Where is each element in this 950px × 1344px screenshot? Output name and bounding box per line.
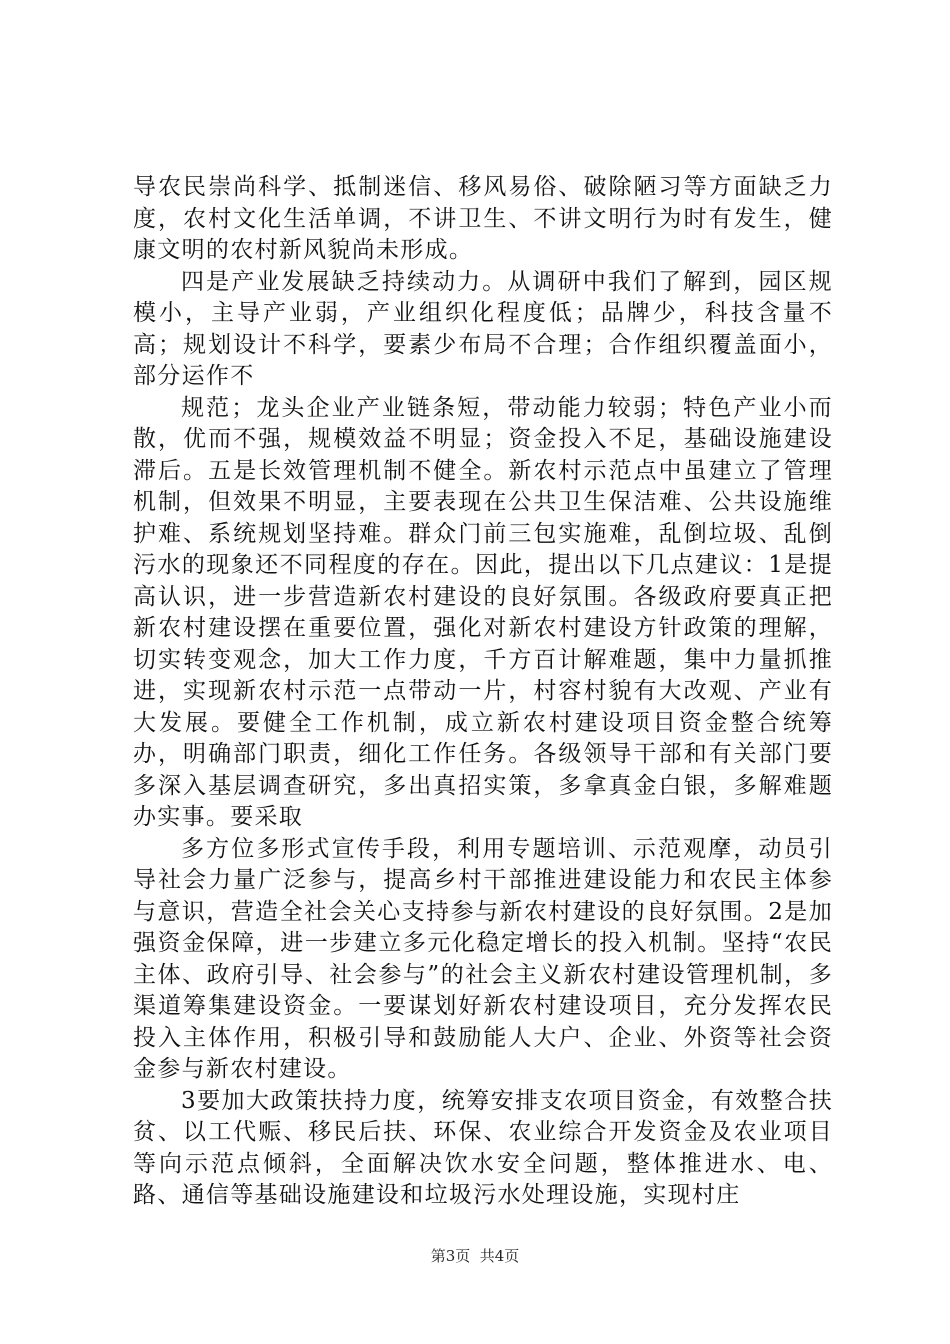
document-body: [133, 172, 833, 1212]
paragraph-1: 导农民崇尚科学、抵制迷信、移风易俗、破除陋习等方面缺乏力度，农村文化生活单调，不讲卫生、不讲文明行为时有发生，健康文明的农村新风貌尚未形成。: [133, 174, 833, 263]
paragraph-4: 多方位多形式宣传手段，利用专题培训、示范观摩，动员引导社会力量广泛参与，提高乡村干部推进建设能力和农民主体参与意识，营造全社会关心支持参与新农村建设的良好氛围。2是加强资金保障，进一步建立多元化稳定增长的投入机制。坚持“农民主体、政府引导、社会参与”的社会主义新农村建设管理机制，多渠道筹集建设资金。一要谋划好新农村建设项目，充分发挥农民投入主体作用，积极引导和鼓励能人大户、企业、外资等社会资金参与新农村建设。: [133, 835, 833, 1082]
page-number-label: 第3页 共4页: [430, 1247, 520, 1265]
page-footer: [0, 1246, 950, 1266]
paragraph-3: 规范；龙头企业产业链条短，带动能力较弱；特色产业小而散，优而不强，规模效益不明显；资金投入不足，基础设施建设滞后。五是长效管理机制不健全。新农村示范点中虽建立了管理机制，但效果不明显，主要表现在公共卫生保洁难、公共设施维护难、系统规划坚持难。群众门前三包实施难，乱倒垃圾、乱倒污水的现象还不同程度的存在。因此，提出以下几点建议：1是提高认识，进一步营造新农村建设的良好氛围。各级政府要真正把新农村建设摆在重要位置，强化对新农村建设方针政策的理解，切实转变观念，加大工作力度，千方百计解难题，集中力量抓推进，实现新农村示范一点带动一片，村容村貌有大改观、产业有大发展。要健全工作机制，成立新农村建设项目资金整合统筹办，明确部门职责，细化工作任务。各级领导干部和有关部门要多深入基层调查研究，多出真招实策，多拿真金白银，多解难题办实事。要采取: [133, 394, 833, 830]
paragraph-5: 3要加大政策扶持力度，统筹安排支农项目资金，有效整合扶贫、以工代赈、移民后扶、环保、农业综合开发资金及农业项目等向示范点倾斜，全面解决饮水安全问题，整体推进水、电、路、通信等基础设施建设和垃圾污水处理设施，实现村庄: [133, 1087, 833, 1208]
paragraph-2: 四是产业发展缺乏持续动力。从调研中我们了解到，园区规模小，主导产业弱，产业组织化程度低；品牌少，科技含量不高；规划设计不科学，要素少布局不合理；合作组织覆盖面小，部分运作不: [133, 268, 833, 389]
